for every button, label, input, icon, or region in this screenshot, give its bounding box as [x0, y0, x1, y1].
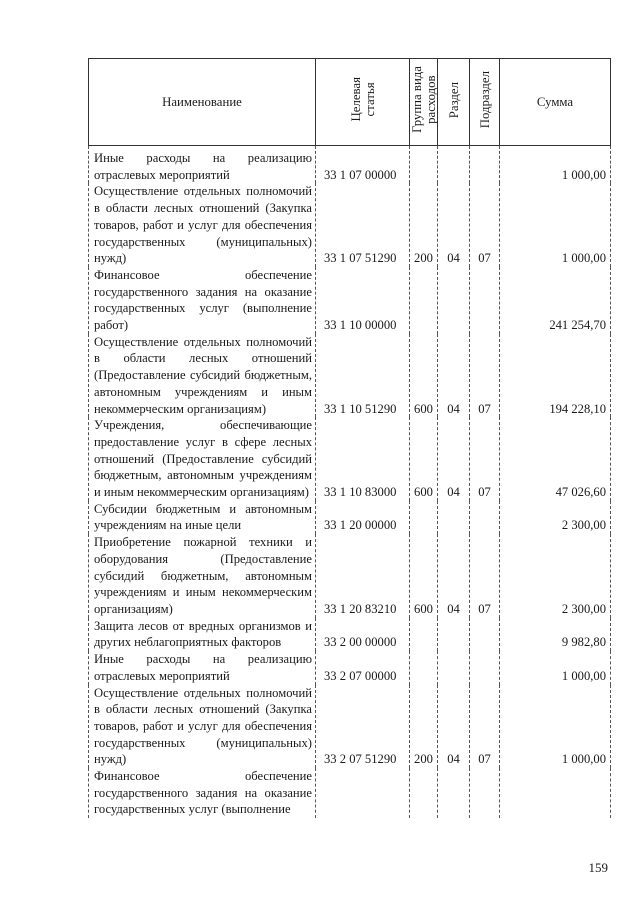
- row-target-article: 33 1 07 51290: [316, 183, 410, 267]
- row-section: [438, 618, 470, 651]
- header-subsection: Подраздел: [470, 59, 500, 146]
- row-subsection: 07: [470, 685, 500, 769]
- row-expense-group: [410, 768, 438, 818]
- table-row: [89, 501, 611, 534]
- budget-table: [88, 58, 611, 818]
- row-expense-group: [410, 501, 438, 534]
- row-name: Финансовое обеспечение государственного задания на оказание государственных услуг (выполнение работ): [89, 267, 316, 334]
- row-subsection: [470, 768, 500, 818]
- row-expense-group: 200: [410, 183, 438, 267]
- row-target-article: 33 1 20 00000: [316, 501, 410, 534]
- row-section: 04: [438, 534, 470, 618]
- row-section: 04: [438, 417, 470, 501]
- row-subsection: [470, 501, 500, 534]
- row-target-article: 33 1 07 00000: [316, 146, 410, 184]
- row-section: [438, 651, 470, 684]
- row-name: Учреждения, обеспечивающие предоставление услуг в сфере лесных отношений (Предоставление субсидий бюджетным, автономным учреждениям и иным некоммерческим организациям): [89, 417, 316, 501]
- row-subsection: [470, 651, 500, 684]
- header-amount: Сумма: [500, 59, 611, 146]
- table-row: [89, 146, 611, 184]
- row-amount: [500, 768, 611, 818]
- row-target-article: 33 1 20 83210: [316, 534, 410, 618]
- row-name: Защита лесов от вредных организмов и других неблагоприятных факторов: [89, 618, 316, 651]
- row-target-article: 33 1 10 83000: [316, 417, 410, 501]
- row-expense-group: 200: [410, 685, 438, 769]
- header-section: Раздел: [438, 59, 470, 146]
- table-row: [89, 183, 611, 267]
- row-subsection: [470, 267, 500, 334]
- row-section: [438, 768, 470, 818]
- row-expense-group: [410, 618, 438, 651]
- table-row: [89, 685, 611, 769]
- row-amount: 2 300,00: [500, 534, 611, 618]
- row-section: [438, 267, 470, 334]
- table-row: [89, 618, 611, 651]
- row-subsection: 07: [470, 534, 500, 618]
- row-name: Осуществление отдельных полномочий в области лесных отношений (Закупка товаров, работ и услуг для обеспечения государственных (муниципальных) нужд): [89, 183, 316, 267]
- row-name: Субсидии бюджетным и автономным учреждениям на иные цели: [89, 501, 316, 534]
- row-name: Осуществление отдельных полномочий в области лесных отношений (Закупка товаров, работ и услуг для обеспечения государственных (муниципальных) нужд): [89, 685, 316, 769]
- table-header: [89, 59, 611, 146]
- table-body: [89, 146, 611, 819]
- header-expense-group: Группа вида расходов: [410, 59, 438, 146]
- row-subsection: [470, 618, 500, 651]
- row-subsection: [470, 146, 500, 184]
- table-row: [89, 417, 611, 501]
- row-amount: 9 982,80: [500, 618, 611, 651]
- page-number: 159: [588, 860, 608, 875]
- row-section: [438, 146, 470, 184]
- table-row: [89, 334, 611, 418]
- row-name: Иные расходы на реализацию отраслевых мероприятий: [89, 651, 316, 684]
- row-target-article: 33 1 10 51290: [316, 334, 410, 418]
- row-amount: 1 000,00: [500, 651, 611, 684]
- row-section: 04: [438, 334, 470, 418]
- row-name: Иные расходы на реализацию отраслевых мероприятий: [89, 146, 316, 184]
- row-section: [438, 501, 470, 534]
- row-amount: 1 000,00: [500, 685, 611, 769]
- row-amount: 1 000,00: [500, 183, 611, 267]
- row-amount: 1 000,00: [500, 146, 611, 184]
- table-row: [89, 768, 611, 818]
- row-name: Осуществление отдельных полномочий в области лесных отношений (Предоставление субсидий бюджетным, автономным учреждениям и иным некоммерческим организациям): [89, 334, 316, 418]
- row-section: 04: [438, 685, 470, 769]
- table-row: [89, 651, 611, 684]
- row-target-article: 33 2 07 51290: [316, 685, 410, 769]
- row-name: Приобретение пожарной техники и оборудования (Предоставление субсидий бюджетным, автономным учреждениям и иным некоммерческим организациям): [89, 534, 316, 618]
- table-row: [89, 267, 611, 334]
- row-target-article: 33 1 10 00000: [316, 267, 410, 334]
- table-row: [89, 534, 611, 618]
- header-name: Наименование: [89, 59, 316, 146]
- row-target-article: 33 2 07 00000: [316, 651, 410, 684]
- row-amount: 2 300,00: [500, 501, 611, 534]
- row-section: 04: [438, 183, 470, 267]
- row-expense-group: [410, 146, 438, 184]
- row-expense-group: 600: [410, 534, 438, 618]
- header-target-article: Целевая статья: [316, 59, 410, 146]
- row-amount: 47 026,60: [500, 417, 611, 501]
- row-amount: 241 254,70: [500, 267, 611, 334]
- row-subsection: 07: [470, 183, 500, 267]
- row-target-article: [316, 768, 410, 818]
- row-expense-group: 600: [410, 334, 438, 418]
- row-expense-group: [410, 267, 438, 334]
- row-expense-group: [410, 651, 438, 684]
- row-amount: 194 228,10: [500, 334, 611, 418]
- row-expense-group: 600: [410, 417, 438, 501]
- row-subsection: 07: [470, 417, 500, 501]
- row-name: Финансовое обеспечение государственного задания на оказание государственных услуг (выполнение: [89, 768, 316, 818]
- row-subsection: 07: [470, 334, 500, 418]
- row-target-article: 33 2 00 00000: [316, 618, 410, 651]
